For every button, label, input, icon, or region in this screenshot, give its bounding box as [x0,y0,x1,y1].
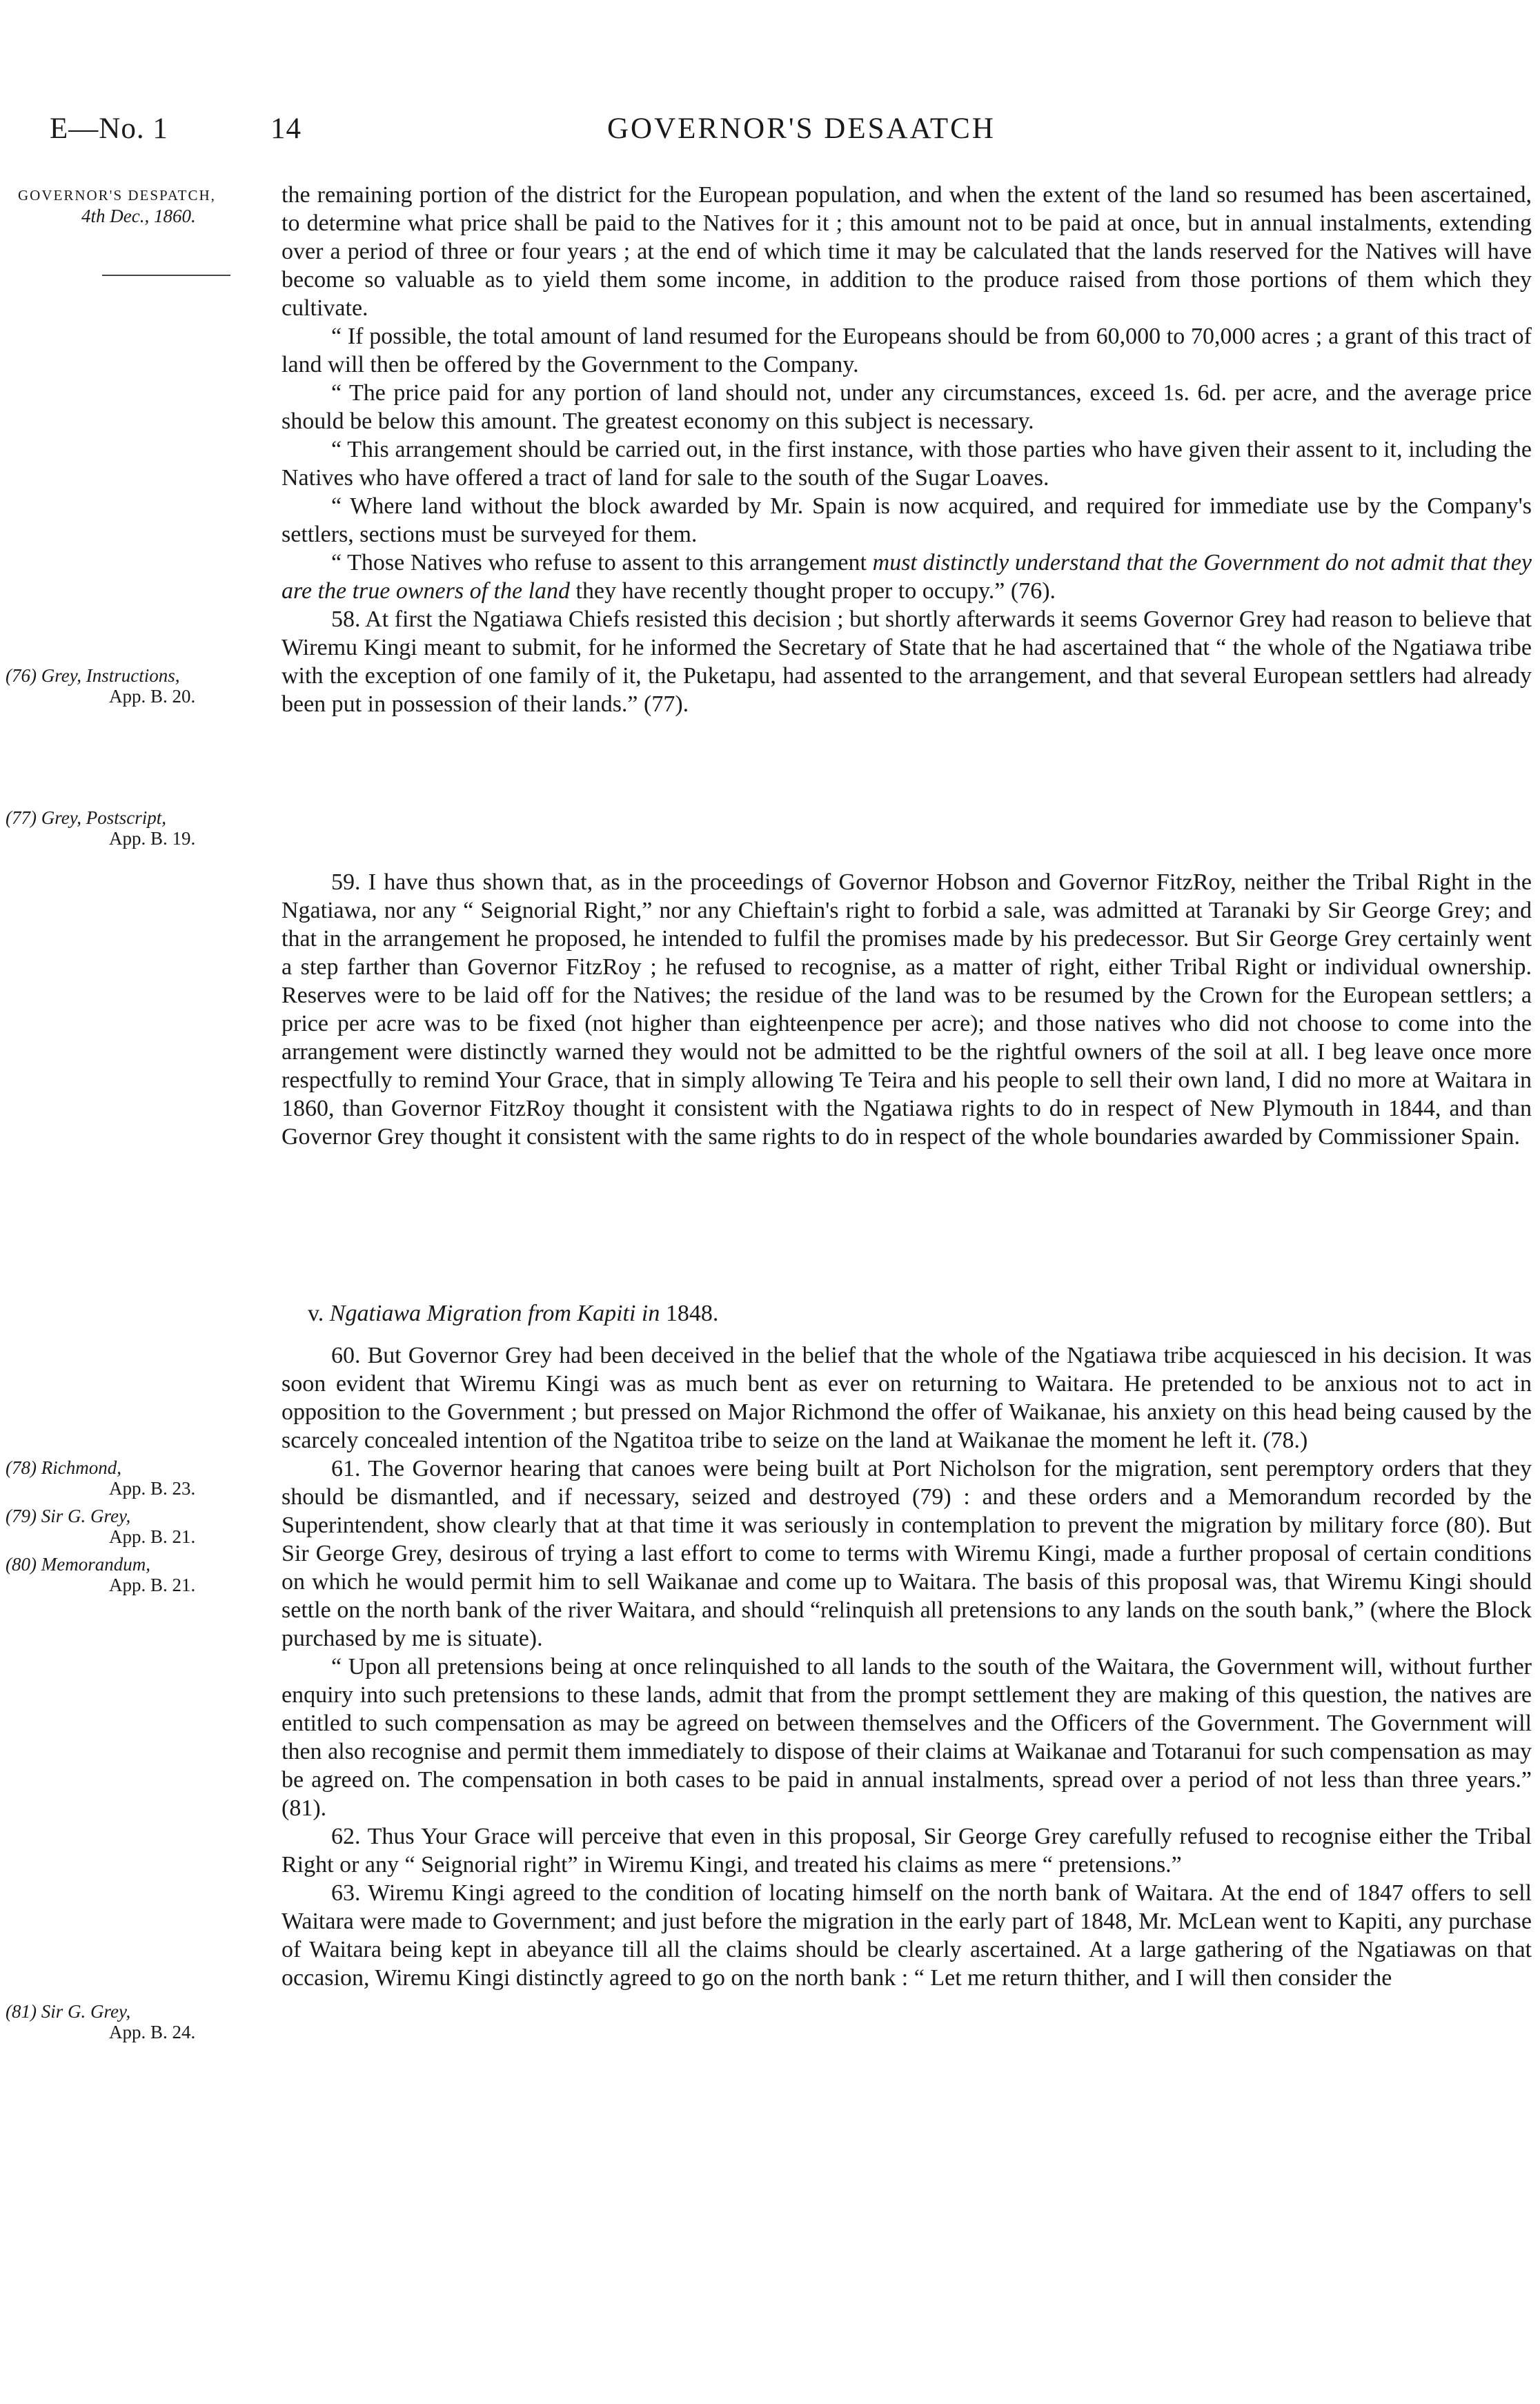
sidenote-date: 4th Dec., 1860. [81,206,196,226]
paragraph: “ The price paid for any portion of land should not, under any circumstances, exceed 1s. 6d. per acre, and the average price should be below this amount. The greatest economy on this subject is necessary. [282,380,1532,434]
page-title: GOVERNOR'S DESAATCH [607,112,996,145]
paragraph-quote-those-natives [282,549,1532,605]
page-number: 14 [270,112,302,145]
margin-note-app: App. B. 23. [109,1478,196,1499]
sidenote-rule [102,275,230,276]
section-year: 1848. [665,1301,719,1326]
quote-lead: “ Those Natives who refuse to assent to this arrangement [331,550,873,575]
paragraph: “ This arrangement should be carried out, in the first instance, with those parties who have given their assent to it, including the Natives who have offered a tract of land for sale to the south of the Sugar Loaves. [282,437,1532,491]
paragraph: “ If possible, the total amount of land resumed for the Europeans should be from 60,000 to 70,000 acres ; a grant of this tract of land will then be offered by the Government to the Company. [282,324,1532,377]
margin-note-ref: (81) Sir G. Grey, [6,2001,131,2022]
margin-note-ref: (77) Grey, Postscript, [6,807,166,828]
margin-note-81 [6,2001,269,2042]
paragraph-58: 58. At first the Ngatiawa Chiefs resisted this decision ; but shortly afterwards it seems Governor Grey had reason to believe that Wiremu Kingi meant to submit, for he informed the Secretary of State that he had ascertained that “ the whole of the Ngatiawa tribe with the exception of one family of it, the Puketapu, had assented to the arrangement, and that several European settlers had already been put in possession of their lands.” (77). [282,607,1532,717]
sidenote-despatch [6,185,269,226]
margin-note-app: App. B. 19. [109,828,196,849]
text-block-bottom [282,1341,1532,1992]
margin-note-app: App. B. 20. [109,686,196,707]
section-heading-line [282,1299,1532,1329]
margin-note-app: App. B. 21. [109,1575,196,1595]
margin-note-ref: (76) Grey, Instructions, [6,665,180,686]
margin-note-app: App. B. 24. [109,2022,196,2042]
margin-note-ref: (80) Memorandum, [6,1554,150,1575]
page-series-label: E—No. 1 [50,112,168,145]
quote-emphasis: must distinctly understand that the Government do not admit that they are the true owners of the land [282,550,1532,604]
section-title: Ngatiawa Migration from Kapiti in [329,1301,660,1326]
paragraph-63: 63. Wiremu Kingi agreed to the condition of locating himself on the north bank of Waitara. At the end of 1847 offers to sell Waitara were made to Government; and just before the migration in the early part of 1848, Mr. McLean went to Kapiti, any purchase of Waitara being kept in abeyance till all the claims should be clearly ascertained. At a large gathering of the Ngatiawas on that occasion, Wiremu Kingi distinctly agreed to go on the north bank : “ Let me return thither, and I will then consider the [282,1880,1532,1991]
section-heading [282,1299,1532,1329]
section-number: v. [308,1301,324,1326]
paragraph-59: 59. I have thus shown that, as in the proceedings of Governor Hobson and Governor FitzRoy, neither the Tribal Right in the Ngatiawa, nor any “ Seignorial Right,” nor any Chieftain's right to forbid a sale, was admitted at Taranaki by Sir George Grey; and that in the arrangement he proposed, he intended to fulfil the promises made by his predecessor. But Sir George Grey certainly went a step farther than Governor FitzRoy ; he refused to recognise, as a matter of right, either Tribal Right or individual ownership. Reserves were to be laid off for the Natives; the residue of the land was to be resumed by the Crown for the European settlers; a price per acre was to be fixed (not higher than eighteenpence per acre); and those natives who did not choose to come into the arrangement were distinctly warned they would not be admitted to be the rightful owners of the soil at all. I beg leave once more respectfully to remind Your Grace, that in simply allowing Te Teira and his people to sell their own land, I did no more at Waitara in 1860, than Governor FitzRoy thought it consistent with the Ngatiawa rights to do in respect of New Plymouth in 1844, and than Governor Grey thought it consistent with the same rights to do in respect of the whole boundaries awarded by Commissioner Spain. [282,869,1532,1150]
margin-note-79 [6,1506,269,1547]
quote-tail: they have recently thought proper to occupy.” (76). [570,578,1056,604]
sidenote-line1: GOVERNOR'S DESPATCH, [18,187,216,204]
text-block-top [282,181,1532,718]
margin-note-80 [6,1554,269,1595]
margin-note-77 [6,807,269,849]
paragraph-62: 62. Thus Your Grace will perceive that even in this proposal, Sir George Grey carefully refused to recognise either the Tribal Right or any “ Seignorial right” in Wiremu Kingi, and treated his claims as mere “ pretensions.” [282,1824,1532,1878]
paragraph: “ Where land without the block awarded by Mr. Spain is now acquired, and required for immediate use by the Company's settlers, sections must be surveyed for them. [282,493,1532,547]
margin-note-ref: (78) Richmond, [6,1457,121,1478]
paragraph-quote-upon: “ Upon all pretensions being at once relinquished to all lands to the south of the Waitara, the Government will, without further enquiry into such pretensions to these lands, admit that from the prompt settlement they are making of this question, the natives are entitled to such compensation as may be agreed on between themselves and the Officers of the Government. The Government will then also recognise and permit them immediately to dispose of their claims at Waikanae and Totaranui for such compensation as may be agreed on. The compensation in both cases to be paid in annual instalments, spread over a period of not less than three years.” (81). [282,1654,1532,1821]
text-block-59 [282,868,1532,1151]
margin-note-78 [6,1457,269,1499]
margin-note-76 [6,665,269,707]
paragraph-60: 60. But Governor Grey had been deceived in the belief that the whole of the Ngatiawa tribe acquiesced in his decision. It was soon evident that Wiremu Kingi was as much bent as ever on returning to Waitara. He pretended to be anxious not to act in opposition to the Government ; but pressed on Major Richmond the offer of Waikanae, his anxiety on this head being caused by the scarcely concealed intention of the Ngatitoa tribe to seize on the land at Waikanae the moment he left it. (78.) [282,1343,1532,1453]
paragraph-61: 61. The Governor hearing that canoes were being built at Port Nicholson for the migration, sent peremptory orders that they should be dismantled, and if necessary, seized and destroyed (79) : and these orders and a Memorandum recorded by the Superintendent, show clearly that at that time it was seriously in contemplation to prevent the migration by military force (80). But Sir George Grey, desirous of trying a last effort to come to terms with Wiremu Kingi, made a further proposal of certain conditions on which he would permit him to sell Waikanae and come up to Waitara. The basis of this proposal was, that Wiremu Kingi should settle on the north bank of the river Waitara, and should “relinquish all pretensions to any lands on the south bank,” (where the Block purchased by me is situate). [282,1456,1532,1651]
margin-note-ref: (79) Sir G. Grey, [6,1506,131,1526]
paragraph: the remaining portion of the district for the European population, and when the extent of the land so resumed has been ascertained, to determine what price shall be paid to the Natives for it ; this amount not to be paid at once, but in annual instalments, extending over a period of three or four years ; at the end of which time it may be calculated that the lands reserved for the Natives will have become so valuable as to yield them some income, in addition to the produce raised from those portions of them which they cultivate. [282,182,1532,321]
margin-note-app: App. B. 21. [109,1526,196,1547]
